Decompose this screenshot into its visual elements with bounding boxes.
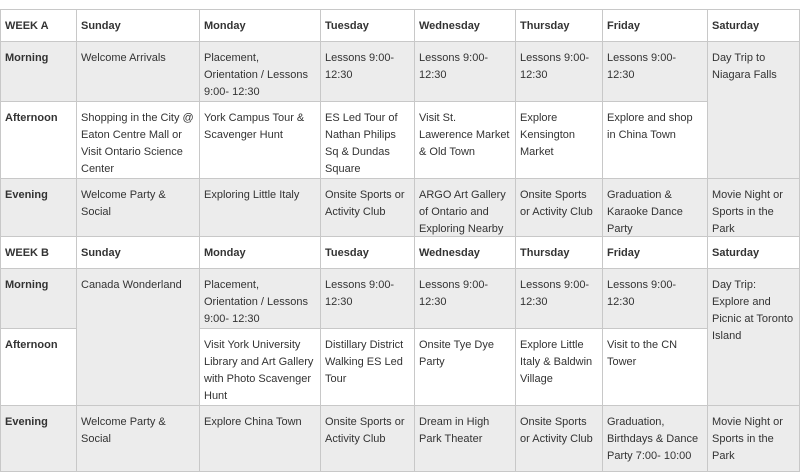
period-label-evening: Evening <box>1 179 77 239</box>
schedule-cell: Distillary District Walking ES Led Tour <box>321 329 415 406</box>
schedule-cell: Explore and shop in China Town <box>603 102 708 179</box>
schedule-cell: Onsite Sports or Activity Club <box>321 406 415 472</box>
schedule-cell: Lessons 9:00- 12:30 <box>415 269 516 329</box>
schedule-cell: Lessons 9:00- 12:30 <box>603 269 708 329</box>
schedule-cell: Lessons 9:00- 12:30 <box>516 42 603 102</box>
schedule-cell: Explore Little Italy & Baldwin Village <box>516 329 603 406</box>
week-b-evening-row <box>1 406 800 472</box>
week-label: WEEK B <box>1 237 77 269</box>
schedule-cell: Lessons 9:00- 12:30 <box>321 42 415 102</box>
day-header-thursday: Thursday <box>516 237 603 269</box>
week-a-header-row <box>1 10 800 42</box>
day-header-sunday: Sunday <box>77 10 200 42</box>
day-header-tuesday: Tuesday <box>321 10 415 42</box>
schedule-cell: Graduation, Birthdays & Dance Party 7:00- 10:00 <box>603 406 708 472</box>
period-label-afternoon: Afternoon <box>1 102 77 179</box>
schedule-cell: Placement, Orientation / Lessons 9:00- 12:30 <box>200 42 321 102</box>
schedule-cell: Welcome Party & Social <box>77 406 200 472</box>
period-label-evening: Evening <box>1 406 77 472</box>
schedule-cell: Visit York University Library and Art Gallery with Photo Scavenger Hunt <box>200 329 321 406</box>
week-b-schedule-table <box>0 236 800 472</box>
day-header-saturday: Saturday <box>708 237 800 269</box>
day-header-thursday: Thursday <box>516 10 603 42</box>
schedule-cell: Visit St. Lawerence Market & Old Town <box>415 102 516 179</box>
period-label-morning: Morning <box>1 269 77 329</box>
day-header-sunday: Sunday <box>77 237 200 269</box>
schedule-cell: Onsite Tye Dye Party <box>415 329 516 406</box>
week-a-schedule-table <box>0 9 800 239</box>
schedule-cell: Lessons 9:00- 12:30 <box>415 42 516 102</box>
schedule-cell: ES Led Tour of Nathan Philips Sq & Dundas Square <box>321 102 415 179</box>
schedule-cell: Shopping in the City @ Eaton Centre Mall or Visit Ontario Science Center <box>77 102 200 179</box>
schedule-cell: Welcome Party & Social <box>77 179 200 239</box>
schedule-cell: York Campus Tour & Scavenger Hunt <box>200 102 321 179</box>
day-header-wednesday: Wednesday <box>415 10 516 42</box>
schedule-cell: Explore China Town <box>200 406 321 472</box>
schedule-cell: Visit to the CN Tower <box>603 329 708 406</box>
schedule-cell: Onsite Sports or Activity Club <box>516 179 603 239</box>
period-label-morning: Morning <box>1 42 77 102</box>
week-b-morning-row <box>1 269 800 329</box>
schedule-cell: Dream in High Park Theater <box>415 406 516 472</box>
week-a-morning-row <box>1 42 800 102</box>
schedule-cell: Day Trip to Niagara Falls <box>708 42 800 179</box>
schedule-cell: Movie Night or Sports in the Park <box>708 179 800 239</box>
schedule-cell: Onsite Sports or Activity Club <box>321 179 415 239</box>
schedule-cell: ARGO Art Gallery of Ontario and Exploring Nearby <box>415 179 516 239</box>
day-header-friday: Friday <box>603 237 708 269</box>
day-header-wednesday: Wednesday <box>415 237 516 269</box>
schedule-cell: Movie Night or Sports in the Park <box>708 406 800 472</box>
schedule-cell: Explore Kensington Market <box>516 102 603 179</box>
day-header-monday: Monday <box>200 10 321 42</box>
day-header-monday: Monday <box>200 237 321 269</box>
day-header-tuesday: Tuesday <box>321 237 415 269</box>
schedule-cell: Placement, Orientation / Lessons 9:00- 12:30 <box>200 269 321 329</box>
schedule-cell: Graduation & Karaoke Dance Party <box>603 179 708 239</box>
schedule-cell: Exploring Little Italy <box>200 179 321 239</box>
period-label-afternoon: Afternoon <box>1 329 77 406</box>
week-b-header-row <box>1 237 800 269</box>
day-header-saturday: Saturday <box>708 10 800 42</box>
schedule-cell: Onsite Sports or Activity Club <box>516 406 603 472</box>
day-header-friday: Friday <box>603 10 708 42</box>
schedule-cell: Lessons 9:00- 12:30 <box>603 42 708 102</box>
schedule-cell: Canada Wonderland <box>77 269 200 406</box>
week-a-afternoon-row <box>1 102 800 179</box>
schedule-cell: Day Trip: Explore and Picnic at Toronto Island <box>708 269 800 406</box>
schedule-cell: Lessons 9:00- 12:30 <box>516 269 603 329</box>
schedule-cell: Lessons 9:00- 12:30 <box>321 269 415 329</box>
schedule-cell: Welcome Arrivals <box>77 42 200 102</box>
week-a-evening-row <box>1 179 800 239</box>
week-label: WEEK A <box>1 10 77 42</box>
